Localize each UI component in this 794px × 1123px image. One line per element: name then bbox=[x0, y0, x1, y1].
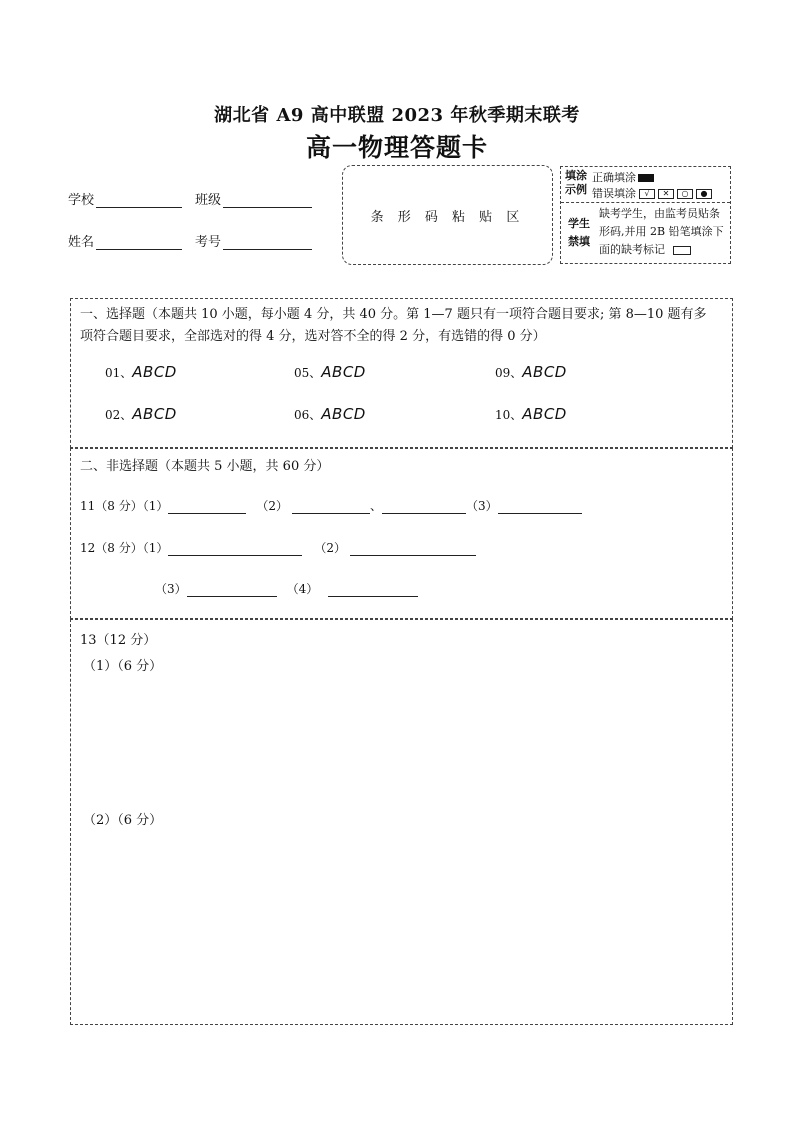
q12-blank-1[interactable] bbox=[168, 543, 302, 556]
barcode-sticker-area[interactable] bbox=[342, 165, 553, 265]
choice-item-06[interactable]: 06、ABCD bbox=[294, 405, 366, 423]
correct-fill-mark bbox=[638, 174, 654, 182]
choice-item-09[interactable]: 09、ABCD bbox=[495, 363, 567, 381]
q13-part-2-answer-area[interactable] bbox=[83, 836, 723, 1016]
fill-box-divider bbox=[561, 202, 730, 203]
exam-number-field bbox=[195, 231, 312, 250]
absent-line-2: 形码,并用 2B 铅笔填涂下 bbox=[599, 225, 724, 238]
question-11 bbox=[80, 497, 582, 514]
school-blank[interactable] bbox=[96, 193, 182, 208]
name-field bbox=[68, 231, 182, 250]
q11-blank-1[interactable] bbox=[168, 501, 246, 514]
correct-fill-label: 正确填涂 bbox=[592, 171, 636, 184]
q11-part-3-label: （3） bbox=[466, 499, 498, 513]
wrong-mark-circle: ○ bbox=[677, 189, 693, 199]
q12-blank-3[interactable] bbox=[187, 584, 277, 597]
q11-separator: 、 bbox=[370, 499, 383, 513]
school-label: 学校 bbox=[68, 193, 95, 208]
exam-number-blank[interactable] bbox=[223, 235, 312, 250]
non-choice-section bbox=[70, 448, 733, 619]
barcode-label: 条 形 码 粘 贴 区 bbox=[370, 210, 525, 225]
q11-blank-2a[interactable] bbox=[292, 501, 370, 514]
wrong-fill-row bbox=[592, 185, 712, 201]
school-field bbox=[68, 189, 182, 208]
wrong-fill-label: 错误填涂 bbox=[592, 187, 636, 200]
q12-blank-2[interactable] bbox=[350, 543, 476, 556]
q12-part-2-label: （2） bbox=[314, 541, 346, 555]
choice-section bbox=[70, 298, 733, 448]
absent-line-3: 面的缺考标记 bbox=[599, 243, 665, 256]
exam-title: 湖北省 A9 高中联盟 2023 年秋季期末联考 bbox=[214, 105, 580, 126]
class-blank[interactable] bbox=[223, 193, 312, 208]
choice-item-01[interactable]: 01、ABCD bbox=[105, 363, 177, 381]
answer-sheet-title: 高一物理答题卡 bbox=[305, 133, 488, 162]
absent-line-1: 缺考学生，由监考员贴条 bbox=[599, 207, 720, 220]
choice-item-02[interactable]: 02、ABCD bbox=[105, 405, 177, 423]
absent-side-bottom: 禁填 bbox=[568, 235, 590, 248]
wrong-mark-dot: ● bbox=[696, 189, 712, 199]
exam-number-label: 考号 bbox=[195, 235, 222, 250]
q12-part-4-label: （4） bbox=[286, 582, 319, 596]
absent-mark-box[interactable] bbox=[673, 246, 691, 255]
q13-part-1-answer-area[interactable] bbox=[83, 682, 723, 807]
fill-example-side-top: 填涂 bbox=[565, 169, 587, 182]
wrong-mark-cross: ✕ bbox=[658, 189, 674, 199]
q13-part-1-label: （1）（6 分） bbox=[83, 659, 163, 674]
q11-blank-3[interactable] bbox=[498, 501, 582, 514]
choice-item-10[interactable]: 10、ABCD bbox=[495, 405, 567, 423]
class-label: 班级 bbox=[195, 193, 222, 208]
question-12 bbox=[80, 539, 476, 556]
non-choice-title: 二、非选择题（本题共 5 小题，共 60 分） bbox=[80, 459, 330, 474]
absent-instructions bbox=[599, 205, 724, 259]
class-field bbox=[195, 189, 312, 208]
wrong-mark-check: √ bbox=[639, 189, 655, 199]
q13-part-2-label: （2）（6 分） bbox=[83, 813, 163, 828]
correct-fill-row bbox=[592, 169, 654, 185]
name-blank[interactable] bbox=[96, 235, 182, 250]
q12-part-3-label: （3） bbox=[155, 582, 187, 596]
q12-blank-4[interactable] bbox=[328, 584, 418, 597]
question-12-cont bbox=[155, 580, 418, 597]
question-13-section bbox=[70, 619, 733, 1025]
q11-part-2-label: （2） bbox=[256, 499, 288, 513]
fill-example-box bbox=[560, 166, 731, 264]
q11-label: 11（8 分）（1） bbox=[80, 499, 169, 513]
q12-label: 12（8 分）（1） bbox=[80, 541, 169, 555]
absent-side-top: 学生 bbox=[568, 217, 590, 230]
q13-title: 13（12 分） bbox=[80, 633, 157, 648]
name-label: 姓名 bbox=[68, 235, 95, 250]
choice-instructions-line-2: 项符合题目要求，全部选对的得 4 分，选对答不全的得 2 分，有选错的得 0 分） bbox=[80, 329, 546, 344]
choice-instructions-line-1: 一、选择题（本题共 10 小题，每小题 4 分，共 40 分。第 1—7 题只有一项符合题目要求; 第 8—10 题有多 bbox=[80, 307, 707, 322]
fill-example-side-bottom: 示例 bbox=[565, 183, 587, 196]
q11-blank-2b[interactable] bbox=[382, 501, 466, 514]
choice-item-05[interactable]: 05、ABCD bbox=[294, 363, 366, 381]
